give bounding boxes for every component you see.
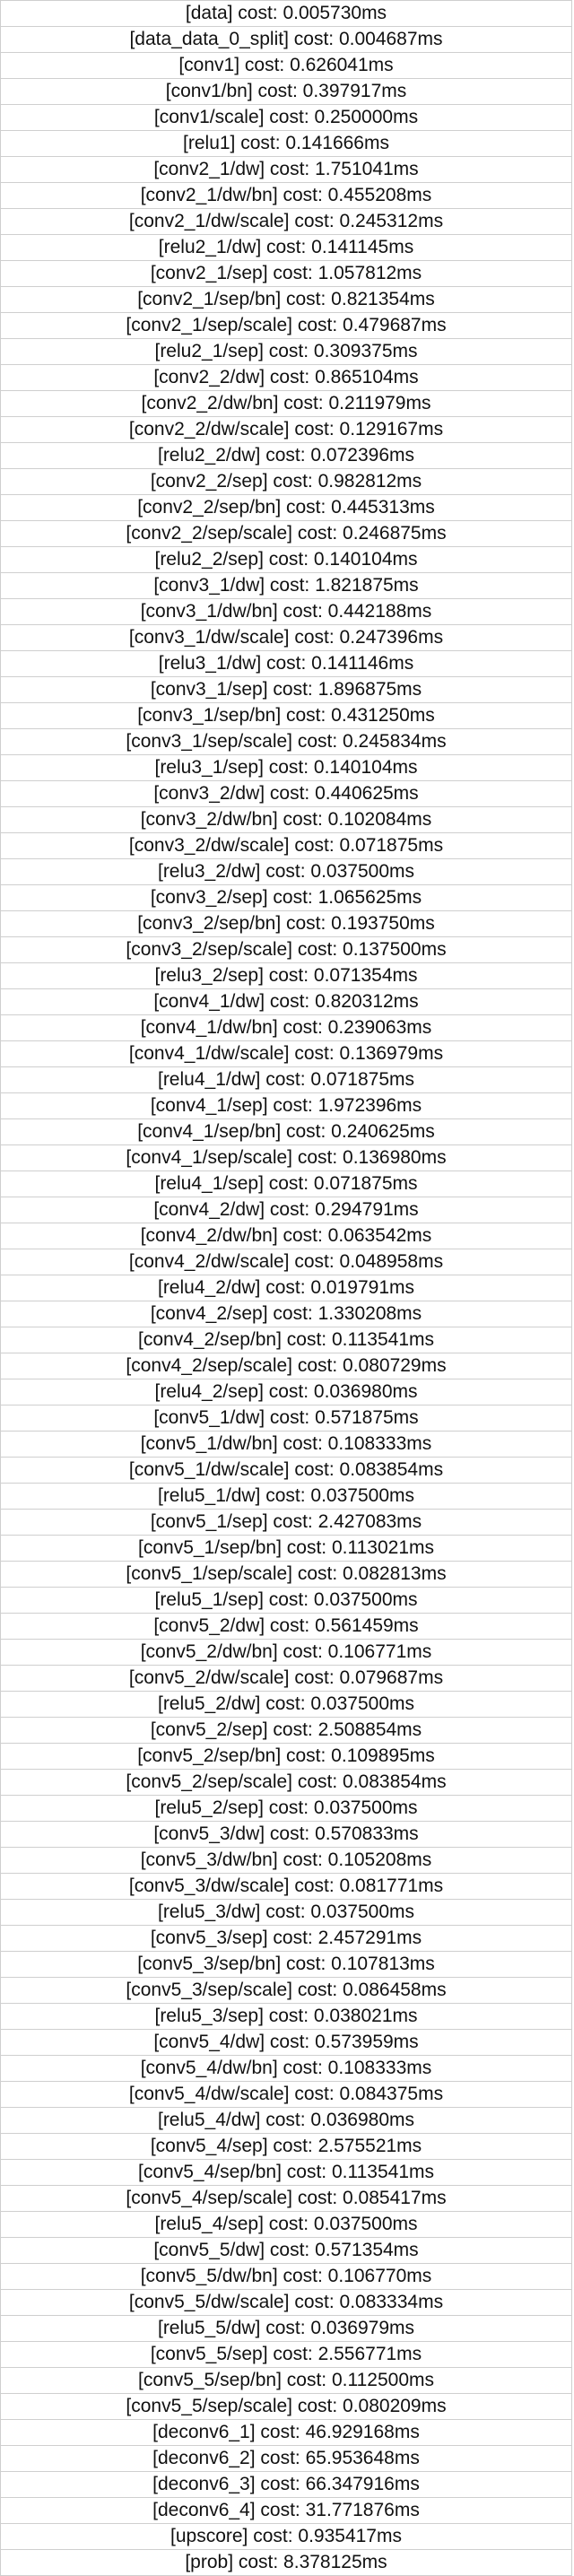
table-row — [1, 2472, 572, 2498]
layer-cost-cell: [conv5_4/sep] cost: 2.575521ms — [1, 2134, 572, 2160]
layer-cost-cell: [conv2_2/dw/bn] cost: 0.211979ms — [1, 391, 572, 417]
layer-cost-cell: [conv5_5/dw/bn] cost: 0.106770ms — [1, 2264, 572, 2290]
layer-cost-cell: [conv3_2/sep/bn] cost: 0.193750ms — [1, 911, 572, 937]
layer-cost-cell: [conv5_5/sep/scale] cost: 0.080209ms — [1, 2394, 572, 2420]
table-row — [1, 79, 572, 105]
layer-cost-cell: [conv2_2/sep/scale] cost: 0.246875ms — [1, 521, 572, 547]
table-row — [1, 131, 572, 157]
layer-cost-cell: [conv4_1/sep/scale] cost: 0.136980ms — [1, 1145, 572, 1171]
table-row — [1, 469, 572, 495]
layer-cost-cell: [conv5_4/dw/scale] cost: 0.084375ms — [1, 2082, 572, 2108]
table-row — [1, 2056, 572, 2082]
table-row — [1, 963, 572, 989]
table-row — [1, 1249, 572, 1275]
layer-cost-cell: [conv5_5/sep/bn] cost: 0.112500ms — [1, 2368, 572, 2394]
layer-cost-cell: [conv3_2/sep/scale] cost: 0.137500ms — [1, 937, 572, 963]
table-row — [1, 1796, 572, 1822]
layer-cost-cell: [relu3_1/dw] cost: 0.141146ms — [1, 651, 572, 677]
layer-cost-cell: [conv2_1/sep] cost: 1.057812ms — [1, 261, 572, 287]
table-row — [1, 2238, 572, 2264]
layer-cost-cell: [relu4_2/dw] cost: 0.019791ms — [1, 1275, 572, 1301]
layer-cost-cell: [conv5_1/sep/scale] cost: 0.082813ms — [1, 1562, 572, 1588]
table-row — [1, 313, 572, 339]
table-row — [1, 885, 572, 911]
layer-cost-cell: [upscore] cost: 0.935417ms — [1, 2524, 572, 2550]
table-row — [1, 1900, 572, 1926]
layer-cost-cell: [relu2_2/dw] cost: 0.072396ms — [1, 443, 572, 469]
table-row — [1, 27, 572, 53]
layer-cost-cell: [relu5_3/dw] cost: 0.037500ms — [1, 1900, 572, 1926]
table-row — [1, 1978, 572, 2004]
table-row — [1, 1093, 572, 1119]
layer-cost-cell: [conv4_2/sep] cost: 1.330208ms — [1, 1301, 572, 1327]
layer-cost-cell: [conv1/bn] cost: 0.397917ms — [1, 79, 572, 105]
layer-cost-cell: [conv4_1/sep] cost: 1.972396ms — [1, 1093, 572, 1119]
layer-cost-cell: [conv4_1/dw/bn] cost: 0.239063ms — [1, 1015, 572, 1041]
layer-cost-cell: [conv5_4/dw/bn] cost: 0.108333ms — [1, 2056, 572, 2082]
layer-cost-cell: [conv2_2/sep] cost: 0.982812ms — [1, 469, 572, 495]
layer-cost-cell: [relu5_2/sep] cost: 0.037500ms — [1, 1796, 572, 1822]
table-row — [1, 1822, 572, 1848]
table-row — [1, 2134, 572, 2160]
table-row — [1, 1197, 572, 1223]
layer-cost-cell: [conv5_4/sep/bn] cost: 0.113541ms — [1, 2160, 572, 2186]
table-row — [1, 53, 572, 79]
table-row — [1, 1015, 572, 1041]
table-row — [1, 1353, 572, 1379]
table-row — [1, 2420, 572, 2446]
layer-cost-cell: [conv3_1/sep/bn] cost: 0.431250ms — [1, 703, 572, 729]
layer-cost-cell: [conv5_1/sep] cost: 2.427083ms — [1, 1510, 572, 1536]
table-row — [1, 573, 572, 599]
table-row — [1, 1562, 572, 1588]
layer-cost-cell: [relu3_1/sep] cost: 0.140104ms — [1, 755, 572, 781]
table-row — [1, 1848, 572, 1874]
layer-cost-cell: [conv4_1/sep/bn] cost: 0.240625ms — [1, 1119, 572, 1145]
table-row — [1, 1692, 572, 1718]
table-row — [1, 625, 572, 651]
layer-cost-cell: [conv1/scale] cost: 0.250000ms — [1, 105, 572, 131]
table-row — [1, 495, 572, 521]
layer-cost-cell: [relu3_2/sep] cost: 0.071354ms — [1, 963, 572, 989]
table-row — [1, 1874, 572, 1900]
table-row — [1, 2394, 572, 2420]
layer-cost-cell: [conv5_3/sep] cost: 2.457291ms — [1, 1926, 572, 1952]
table-row — [1, 833, 572, 859]
table-row — [1, 2030, 572, 2056]
layer-cost-cell: [prob] cost: 8.378125ms — [1, 2550, 572, 2576]
layer-cost-cell: [relu5_1/sep] cost: 0.037500ms — [1, 1588, 572, 1614]
layer-cost-cell: [conv5_2/sep] cost: 2.508854ms — [1, 1718, 572, 1744]
table-row — [1, 105, 572, 131]
layer-cost-cell: [conv5_4/dw] cost: 0.573959ms — [1, 2030, 572, 2056]
layer-cost-cell: [relu5_4/sep] cost: 0.037500ms — [1, 2212, 572, 2238]
table-row — [1, 1484, 572, 1510]
table-row — [1, 1926, 572, 1952]
table-row — [1, 2316, 572, 2342]
table-row — [1, 2160, 572, 2186]
table-row — [1, 1327, 572, 1353]
layer-cost-cell: [conv5_2/dw] cost: 0.561459ms — [1, 1614, 572, 1640]
table-row — [1, 1952, 572, 1978]
layer-cost-cell: [relu1] cost: 0.141666ms — [1, 131, 572, 157]
layer-cost-cell: [relu5_4/dw] cost: 0.036980ms — [1, 2108, 572, 2134]
layer-cost-cell: [relu4_1/sep] cost: 0.071875ms — [1, 1171, 572, 1197]
table-row — [1, 1666, 572, 1692]
layer-cost-cell: [conv5_2/sep/scale] cost: 0.083854ms — [1, 1770, 572, 1796]
layer-cost-cell: [deconv6_4] cost: 31.771876ms — [1, 2498, 572, 2524]
layer-cost-cell: [conv3_2/sep] cost: 1.065625ms — [1, 885, 572, 911]
table-row — [1, 1614, 572, 1640]
layer-cost-list — [1, 1, 572, 2576]
table-row — [1, 1275, 572, 1301]
layer-cost-cell: [conv3_1/dw/bn] cost: 0.442188ms — [1, 599, 572, 625]
layer-cost-cell: [conv4_2/dw/scale] cost: 0.048958ms — [1, 1249, 572, 1275]
table-row — [1, 2290, 572, 2316]
table-row — [1, 1536, 572, 1562]
table-row — [1, 2004, 572, 2030]
layer-cost-cell: [conv3_1/dw] cost: 1.821875ms — [1, 573, 572, 599]
table-row — [1, 1770, 572, 1796]
layer-cost-cell: [relu5_5/dw] cost: 0.036979ms — [1, 2316, 572, 2342]
table-row — [1, 2212, 572, 2238]
table-row — [1, 651, 572, 677]
layer-cost-cell: [relu5_3/sep] cost: 0.038021ms — [1, 2004, 572, 2030]
table-row — [1, 729, 572, 755]
layer-cost-cell: [relu4_2/sep] cost: 0.036980ms — [1, 1379, 572, 1405]
layer-cost-cell: [conv5_3/sep/bn] cost: 0.107813ms — [1, 1952, 572, 1978]
table-row — [1, 989, 572, 1015]
table-row — [1, 1067, 572, 1093]
table-row — [1, 937, 572, 963]
table-row — [1, 911, 572, 937]
layer-cost-cell: [relu2_1/sep] cost: 0.309375ms — [1, 339, 572, 365]
table-row — [1, 2264, 572, 2290]
layer-cost-cell: [conv2_1/dw] cost: 1.751041ms — [1, 157, 572, 183]
table-row — [1, 859, 572, 885]
layer-cost-cell: [conv5_1/sep/bn] cost: 0.113021ms — [1, 1536, 572, 1562]
layer-cost-cell: [relu5_1/dw] cost: 0.037500ms — [1, 1484, 572, 1510]
table-row — [1, 1145, 572, 1171]
layer-cost-cell: [conv3_2/dw/scale] cost: 0.071875ms — [1, 833, 572, 859]
layer-cost-cell: [conv5_3/dw] cost: 0.570833ms — [1, 1822, 572, 1848]
layer-cost-cell: [relu2_2/sep] cost: 0.140104ms — [1, 547, 572, 573]
table-row — [1, 417, 572, 443]
table-row — [1, 547, 572, 573]
table-row — [1, 183, 572, 209]
table-row — [1, 1223, 572, 1249]
table-row — [1, 1, 572, 27]
table-row — [1, 209, 572, 235]
layer-cost-cell: [conv5_3/dw/bn] cost: 0.105208ms — [1, 1848, 572, 1874]
table-row — [1, 443, 572, 469]
layer-cost-cell: [conv5_2/dw/bn] cost: 0.106771ms — [1, 1640, 572, 1666]
layer-cost-cell: [relu2_1/dw] cost: 0.141145ms — [1, 235, 572, 261]
layer-cost-cell: [relu3_2/dw] cost: 0.037500ms — [1, 859, 572, 885]
table-row — [1, 157, 572, 183]
table-row — [1, 2342, 572, 2368]
layer-cost-cell: [conv2_1/dw/scale] cost: 0.245312ms — [1, 209, 572, 235]
table-row — [1, 287, 572, 313]
layer-cost-cell: [conv2_1/sep/scale] cost: 0.479687ms — [1, 313, 572, 339]
layer-cost-cell: [deconv6_2] cost: 65.953648ms — [1, 2446, 572, 2472]
table-row — [1, 521, 572, 547]
layer-cost-cell: [data_data_0_split] cost: 0.004687ms — [1, 27, 572, 53]
layer-cost-cell: [conv5_1/dw/bn] cost: 0.108333ms — [1, 1432, 572, 1458]
layer-cost-cell: [conv5_5/sep] cost: 2.556771ms — [1, 2342, 572, 2368]
layer-cost-cell: [conv5_3/dw/scale] cost: 0.081771ms — [1, 1874, 572, 1900]
layer-cost-cell: [conv4_2/sep/bn] cost: 0.113541ms — [1, 1327, 572, 1353]
table-row — [1, 1640, 572, 1666]
layer-cost-cell: [conv2_1/sep/bn] cost: 0.821354ms — [1, 287, 572, 313]
table-row — [1, 2368, 572, 2394]
table-row — [1, 339, 572, 365]
layer-cost-cell: [conv2_2/sep/bn] cost: 0.445313ms — [1, 495, 572, 521]
layer-cost-cell: [conv3_1/sep/scale] cost: 0.245834ms — [1, 729, 572, 755]
table-row — [1, 807, 572, 833]
layer-cost-cell: [conv4_1/dw/scale] cost: 0.136979ms — [1, 1041, 572, 1067]
layer-cost-cell: [deconv6_1] cost: 46.929168ms — [1, 2420, 572, 2446]
table-row — [1, 365, 572, 391]
table-row — [1, 1301, 572, 1327]
layer-cost-cell: [conv4_2/dw] cost: 0.294791ms — [1, 1197, 572, 1223]
table-row — [1, 599, 572, 625]
layer-cost-cell: [relu5_2/dw] cost: 0.037500ms — [1, 1692, 572, 1718]
table-row — [1, 1458, 572, 1484]
layer-cost-cell: [conv1] cost: 0.626041ms — [1, 53, 572, 79]
table-row — [1, 1718, 572, 1744]
layer-cost-cell: [conv4_2/sep/scale] cost: 0.080729ms — [1, 1353, 572, 1379]
layer-cost-cell: [conv5_4/sep/scale] cost: 0.085417ms — [1, 2186, 572, 2212]
table-row — [1, 2498, 572, 2524]
layer-cost-cell: [conv5_2/sep/bn] cost: 0.109895ms — [1, 1744, 572, 1770]
layer-cost-cell: [conv3_2/dw] cost: 0.440625ms — [1, 781, 572, 807]
layer-cost-cell: [data] cost: 0.005730ms — [1, 1, 572, 27]
layer-cost-cell: [relu4_1/dw] cost: 0.071875ms — [1, 1067, 572, 1093]
table-row — [1, 1379, 572, 1405]
table-row — [1, 2186, 572, 2212]
layer-cost-cell: [conv2_2/dw/scale] cost: 0.129167ms — [1, 417, 572, 443]
table-row — [1, 2446, 572, 2472]
layer-cost-cell: [conv3_1/dw/scale] cost: 0.247396ms — [1, 625, 572, 651]
table-row — [1, 1510, 572, 1536]
layer-cost-cell: [conv3_1/sep] cost: 1.896875ms — [1, 677, 572, 703]
layer-cost-cell: [conv3_2/dw/bn] cost: 0.102084ms — [1, 807, 572, 833]
table-row — [1, 781, 572, 807]
layer-cost-cell: [conv5_3/sep/scale] cost: 0.086458ms — [1, 1978, 572, 2004]
layer-cost-cell: [conv5_2/dw/scale] cost: 0.079687ms — [1, 1666, 572, 1692]
layer-cost-cell: [conv5_5/dw/scale] cost: 0.083334ms — [1, 2290, 572, 2316]
table-row — [1, 2108, 572, 2134]
table-row — [1, 2550, 572, 2576]
table-row — [1, 1171, 572, 1197]
table-row — [1, 1432, 572, 1458]
table-row — [1, 235, 572, 261]
table-row — [1, 755, 572, 781]
layer-cost-cell: [conv5_1/dw] cost: 0.571875ms — [1, 1405, 572, 1432]
layer-cost-cell: [conv5_1/dw/scale] cost: 0.083854ms — [1, 1458, 572, 1484]
table-row — [1, 1119, 572, 1145]
layer-cost-cell: [deconv6_3] cost: 66.347916ms — [1, 2472, 572, 2498]
table-row — [1, 261, 572, 287]
layer-cost-cell: [conv5_5/dw] cost: 0.571354ms — [1, 2238, 572, 2264]
table-row — [1, 391, 572, 417]
table-row — [1, 1588, 572, 1614]
table-row — [1, 1744, 572, 1770]
layer-cost-cell: [conv4_1/dw] cost: 0.820312ms — [1, 989, 572, 1015]
table-row — [1, 1405, 572, 1432]
table-row — [1, 1041, 572, 1067]
table-row — [1, 2524, 572, 2550]
table-row — [1, 2082, 572, 2108]
table-row — [1, 677, 572, 703]
layer-cost-cell: [conv4_2/dw/bn] cost: 0.063542ms — [1, 1223, 572, 1249]
layer-cost-cell: [conv2_2/dw] cost: 0.865104ms — [1, 365, 572, 391]
table-row — [1, 703, 572, 729]
layer-cost-cell: [conv2_1/dw/bn] cost: 0.455208ms — [1, 183, 572, 209]
